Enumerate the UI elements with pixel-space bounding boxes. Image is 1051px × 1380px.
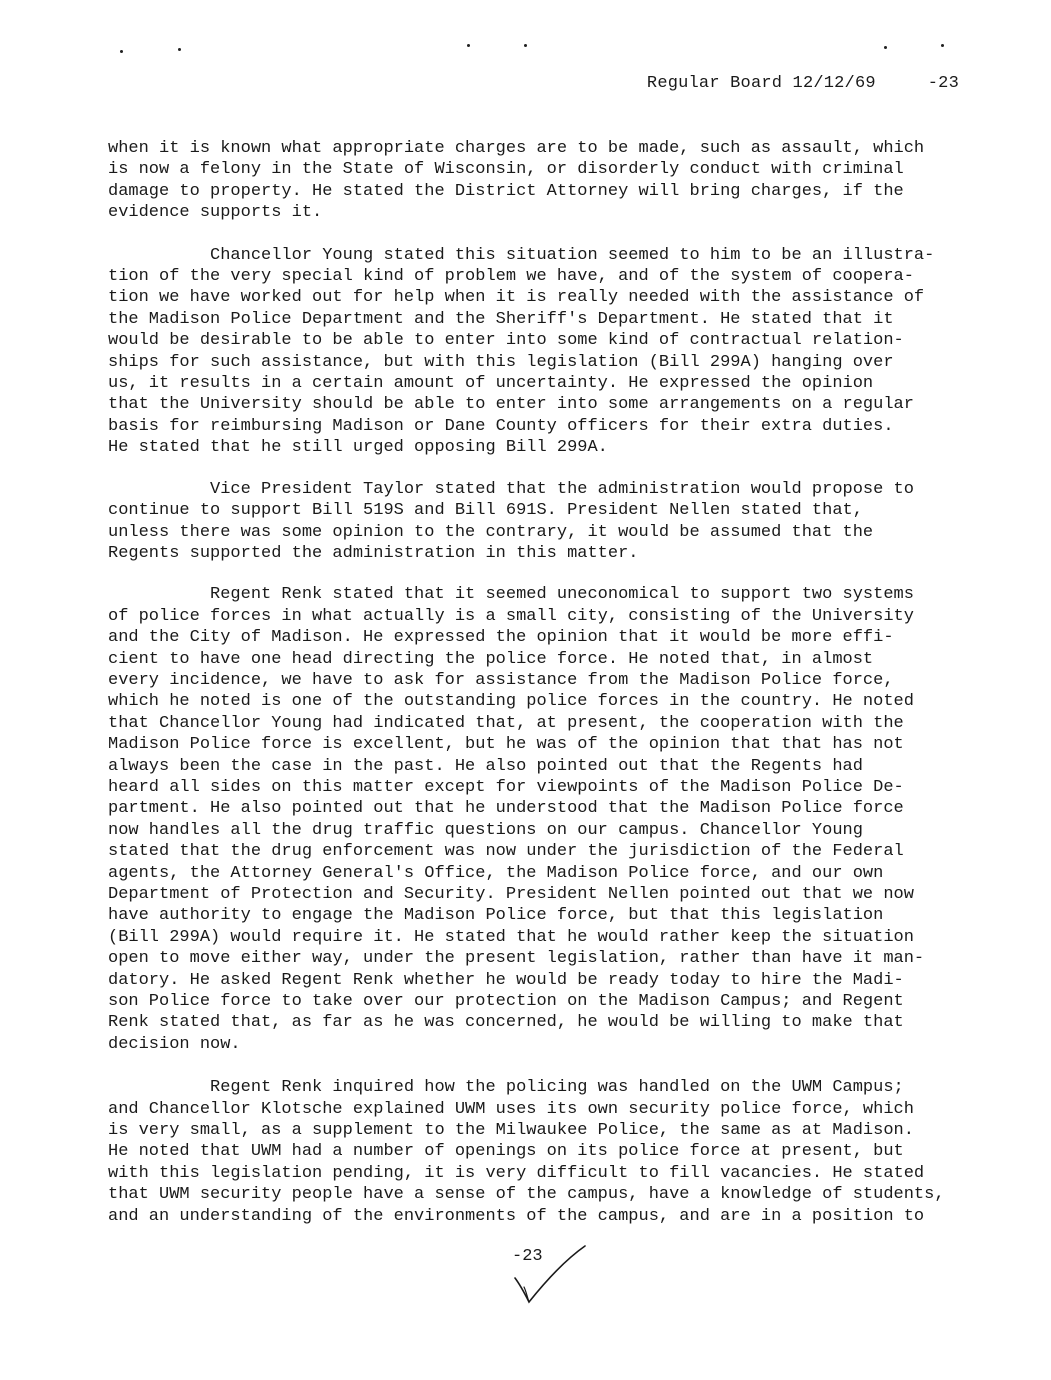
page-header — [647, 74, 959, 93]
scan-speck — [120, 50, 123, 53]
text-line: (Bill 299A) would require it. He stated that he would rather keep the situation — [108, 927, 914, 947]
text-line: open to move either way, under the present legislation, rather than have it man- — [108, 949, 925, 969]
text-line: Renk stated that, as far as he was concerned, he would be willing to make that — [108, 1013, 904, 1033]
document-body — [108, 138, 968, 1227]
text-line: and the City of Madison. He expressed the opinion that it would be more effi- — [108, 628, 894, 648]
text-line: datory. He asked Regent Renk whether he would be ready today to hire the Madi- — [108, 970, 904, 990]
paragraph — [108, 1077, 968, 1227]
text-line: Department of Protection and Security. President Nellen pointed out that we now — [108, 885, 914, 904]
scan-speck — [941, 44, 944, 47]
text-line: Regent Renk inquired how the policing was handled on the UWM Campus; — [108, 1078, 904, 1098]
text-line: tion we have worked out for help when it is really needed with the assistance of — [108, 288, 925, 308]
text-line: have authority to engage the Madison Police force, but that this legislation — [108, 906, 884, 926]
text-line: agents, the Attorney General's Office, the Madison Police force, and our own — [108, 863, 884, 883]
text-line: He noted that UWM had a number of openings on its police force at present, but — [108, 1142, 904, 1162]
text-line: continue to support Bill 519S and Bill 691S. President Nellen stated that, — [108, 501, 863, 521]
text-line: Vice President Taylor stated that the administration would propose to — [108, 479, 914, 499]
handwritten-check-icon — [505, 1244, 595, 1306]
text-line: cient to have one head directing the police force. He noted that, in almost — [108, 649, 874, 669]
scan-speck — [178, 48, 181, 51]
paragraph — [108, 479, 968, 565]
text-line: heard all sides on this matter except for viewpoints of the Madison Police De- — [108, 777, 904, 797]
text-line: would be desirable to be able to enter into some kind of contractual relation- — [108, 331, 904, 351]
text-line: ships for such assistance, but with this legislation (Bill 299A) hanging over — [108, 352, 894, 372]
text-line: evidence supports it. — [108, 203, 323, 223]
text-line: that the University should be able to enter into some arrangements on a regular — [108, 395, 914, 415]
text-line: unless there was some opinion to the contrary, it would be assumed that the — [108, 522, 874, 542]
text-line: that Chancellor Young had indicated that, at present, the cooperation with the — [108, 713, 904, 733]
text-line: when it is known what appropriate charges are to be made, such as assault, which — [108, 139, 925, 158]
text-line: which he noted is one of the outstanding police forces in the country. He noted — [108, 692, 914, 712]
text-line: that UWM security people have a sense of the campus, have a knowledge of students, — [108, 1185, 945, 1205]
text-line: Madison Police force is excellent, but he was of the opinion that that has not — [108, 735, 904, 755]
paragraph — [108, 584, 968, 1055]
header-title: Regular Board 12/12/69 — [646, 74, 876, 93]
text-line: the Madison Police Department and the Sheriff's Department. He stated that it — [108, 309, 894, 329]
text-line: and an understanding of the environments of the campus, and are in a position to — [108, 1206, 925, 1226]
text-line: Chancellor Young stated this situation seemed to him to be an illustra- — [108, 245, 935, 265]
text-line: stated that the drug enforcement was now under the jurisdiction of the Federal — [108, 842, 904, 862]
text-line: of police forces in what actually is a small city, consisting of the University — [108, 606, 914, 626]
text-line: and Chancellor Klotsche explained UWM uses its own security police force, which — [108, 1099, 914, 1119]
text-line: Regents supported the administration in this matter. — [108, 543, 639, 563]
text-line: decision now. — [108, 1034, 241, 1054]
text-line: every incidence, we have to ask for assistance from the Madison Police force, — [108, 670, 894, 690]
text-line: us, it results in a certain amount of uncertainty. He expressed the opinion — [108, 374, 874, 394]
text-line: now handles all the drug traffic questions on our campus. Chancellor Young — [108, 820, 863, 840]
paragraph — [108, 245, 968, 459]
text-line: Regent Renk stated that it seemed uneconomical to support two systems — [108, 585, 914, 605]
text-line: damage to property. He stated the District Attorney will bring charges, if the — [108, 181, 904, 201]
text-line: basis for reimbursing Madison or Dane County officers for their extra duties. — [108, 416, 894, 436]
text-line: tion of the very special kind of problem we have, and of the system of coopera- — [108, 267, 914, 287]
text-line: son Police force to take over our protection on the Madison Campus; and Regent — [108, 992, 904, 1012]
text-line: is very small, as a supplement to the Milwaukee Police, the same as at Madison. — [108, 1121, 914, 1141]
text-line: always been the case in the past. He also pointed out that the Regents had — [108, 756, 863, 776]
scan-speck — [524, 44, 527, 47]
paragraph — [108, 138, 968, 224]
page-number: -23 — [512, 1247, 543, 1266]
scan-speck — [884, 46, 887, 49]
text-line: is now a felony in the State of Wisconsin, or disorderly conduct with criminal — [108, 160, 904, 180]
text-line: partment. He also pointed out that he understood that the Madison Police force — [108, 799, 904, 819]
text-line: with this legislation pending, it is very difficult to fill vacancies. He stated — [108, 1163, 925, 1183]
header-page-ref: -23 — [927, 74, 959, 93]
text-line: He stated that he still urged opposing Bill 299A. — [108, 438, 608, 458]
scan-speck — [467, 44, 470, 47]
